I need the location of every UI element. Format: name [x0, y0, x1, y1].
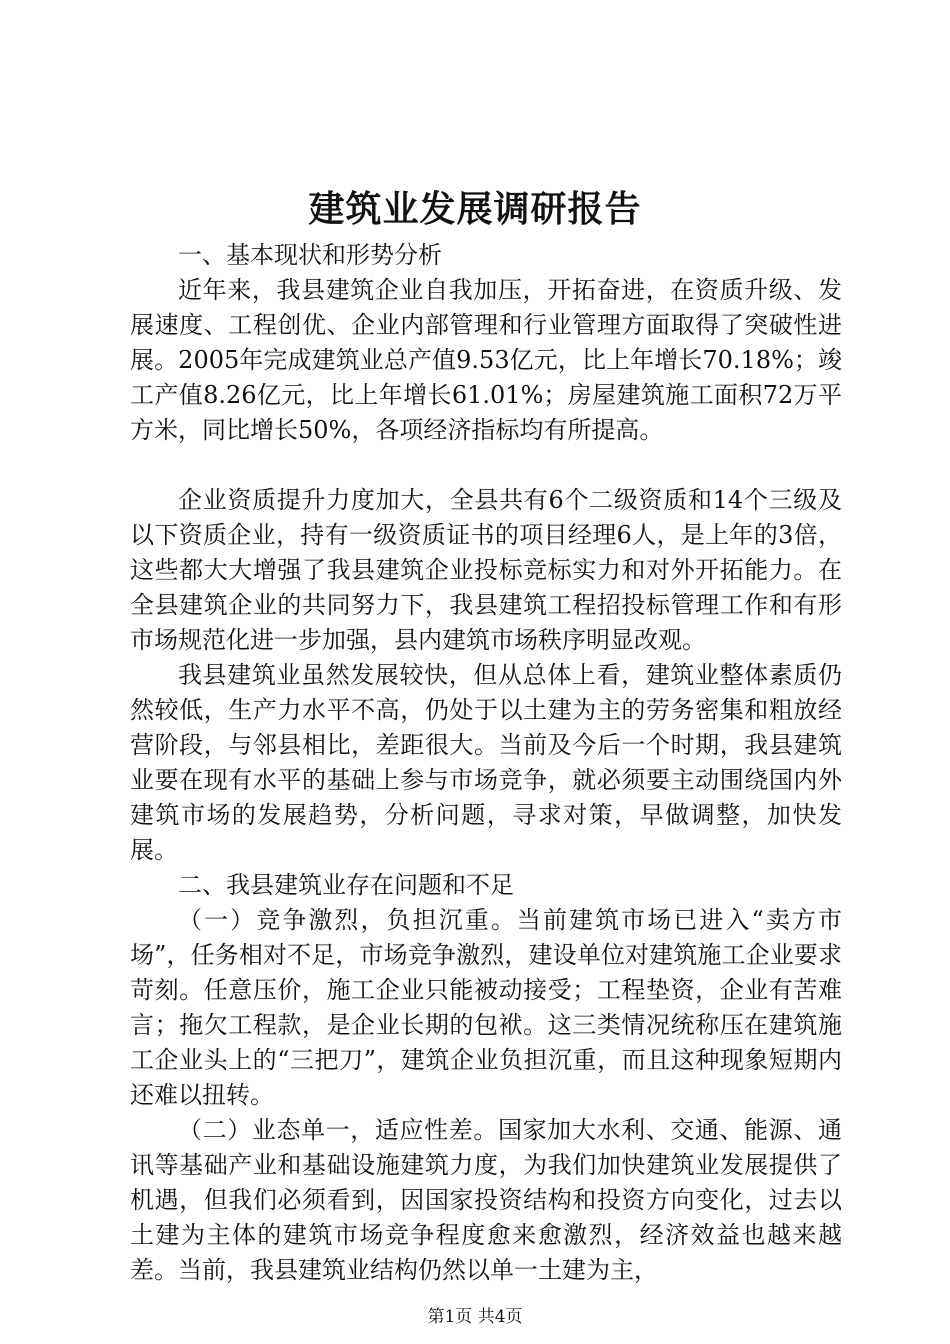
- paragraph: 我县建筑业虽然发展较快，但从总体上看，建筑业整体素质仍然较低，生产力水平不高，仍处于以土建为主的劳务密集和粗放经营阶段，与邻县相比，差距很大。当前及今后一个时期，我县建筑业要在现有水平的基础上参与市场竞争，就必须要主动围绕国内外建筑市场的发展趋势，分析问题，寻求对策，早做调整，加快发展。: [130, 661, 842, 864]
- paragraph: 企业资质提升力度加大，全县共有6个二级资质和14个三级及以下资质企业，持有一级资质证书的项目经理6人，是上年的3倍，这些都大大增强了我县建筑企业投标竞标实力和对外开拓能力。在全县建筑企业的共同努力下，我县建筑工程招投标管理工作和有形市场规范化进一步加强，县内建筑市场秩序明显改观。: [130, 486, 842, 654]
- paragraph: 近年来，我县建筑企业自我加压，开拓奋进，在资质升级、发展速度、工程创优、企业内部管理和行业管理方面取得了突破性进展。2005年完成建筑业总产值9.53亿元，比上年增长70.18%；竣工产值8.26亿元，比上年增长61.01%；房屋建筑施工面积72万平方米，同比增长50%，各项经济指标均有所提高。: [130, 276, 842, 444]
- section-heading-2: 二、我县建筑业存在问题和不足: [178, 871, 514, 899]
- section-heading-1: 一、基本现状和形势分析: [178, 241, 442, 269]
- page-number-footer: 第1页 共4页: [427, 1307, 523, 1327]
- document-body: [130, 238, 842, 1288]
- paragraph: （一）竞争激烈，负担沉重。当前建筑市场已进入“卖方市场”，任务相对不足，市场竞争激烈，建设单位对建筑施工企业要求苛刻。任意压价，施工企业只能被动接受；工程垫资，企业有苦难言；拖欠工程款，是企业长期的包袱。这三类情况统称压在建筑施工企业头上的“三把刀”，建筑企业负担沉重，而且这种现象短期内还难以扭转。: [130, 906, 842, 1109]
- paragraph: （二）业态单一，适应性差。国家加大水利、交通、能源、通讯等基础产业和基础设施建筑力度，为我们加快建筑业发展提供了机遇，但我们必须看到，因国家投资结构和投资方向变化，过去以土建为主体的建筑市场竞争程度愈来愈激烈，经济效益也越来越差。当前，我县建筑业结构仍然以单一土建为主，: [130, 1116, 842, 1284]
- paragraph-spacer: [130, 448, 842, 483]
- document-title: 建筑业发展调研报告: [308, 188, 642, 230]
